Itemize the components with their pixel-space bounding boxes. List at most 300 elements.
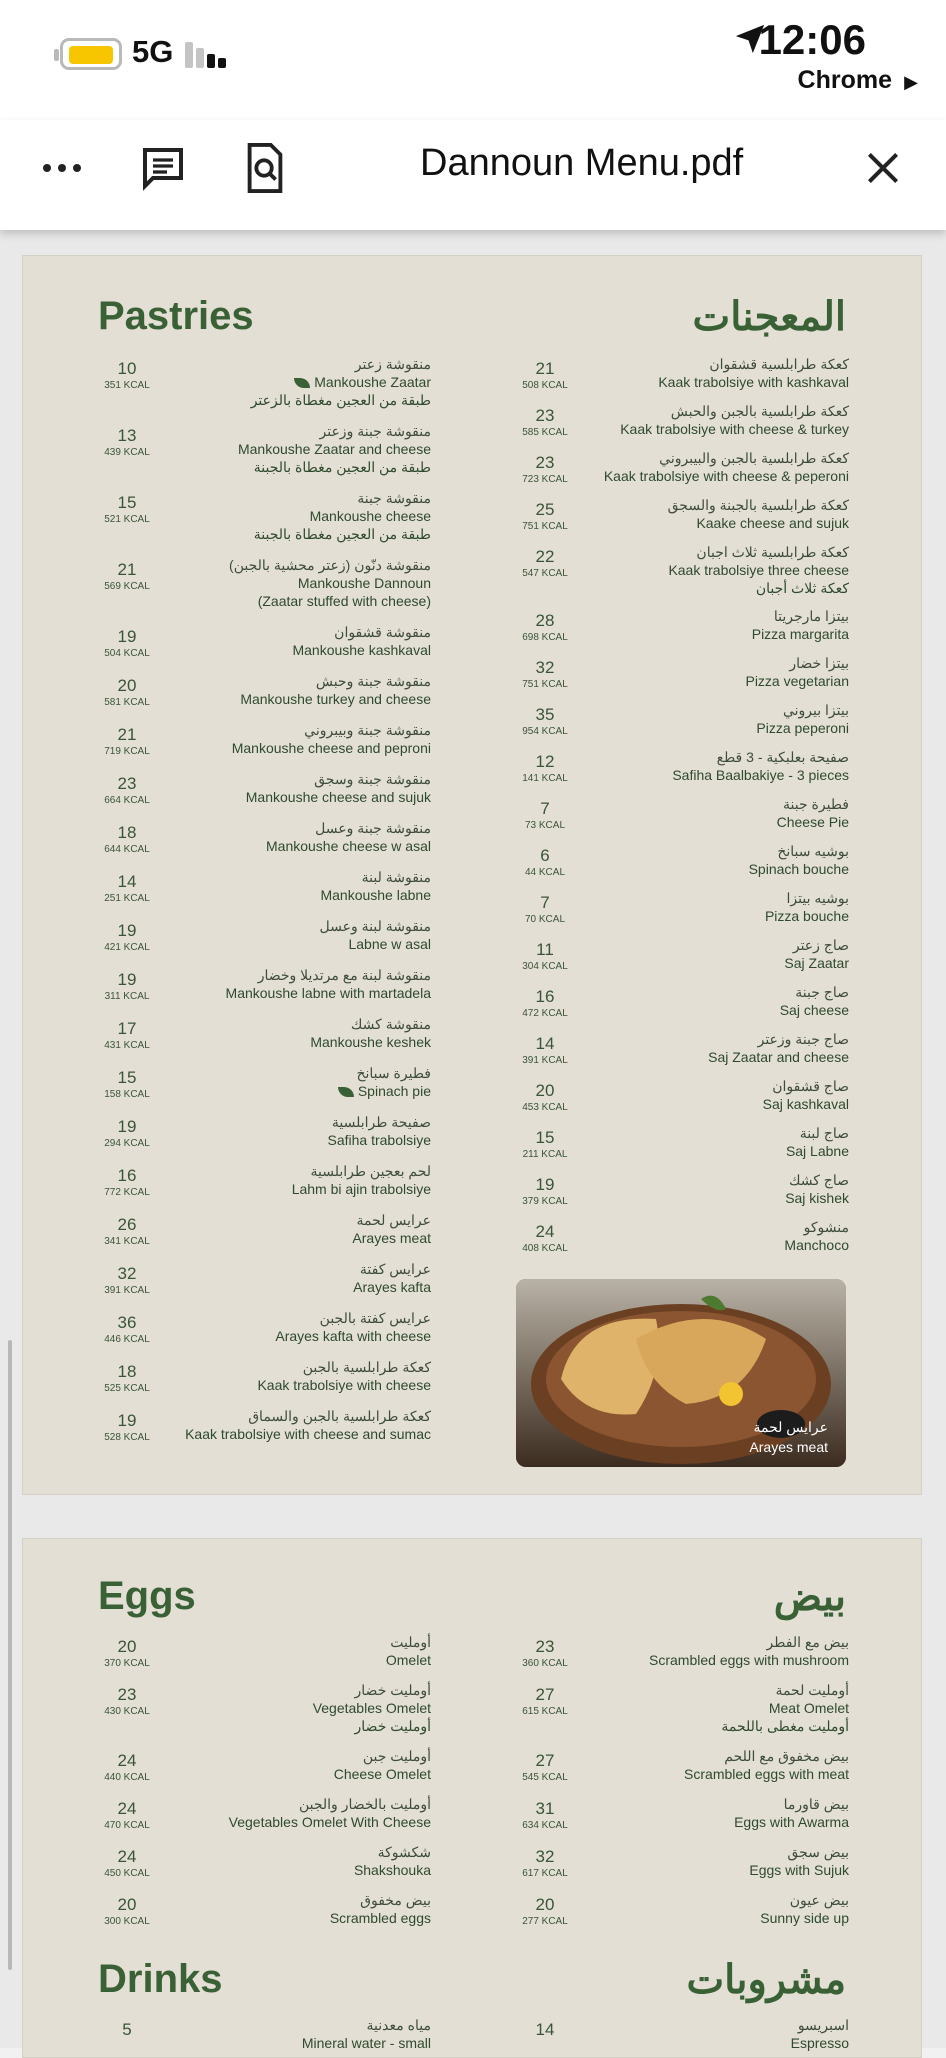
item-kcal: 44 KCAL: [524, 867, 566, 878]
item-price: 19: [117, 627, 137, 646]
scrollbar[interactable]: [8, 1340, 12, 1970]
item-name-en-wrap: [338, 1083, 431, 1099]
item-name-en-wrap: [752, 626, 849, 642]
item-price: 12: [535, 752, 555, 771]
item-kcal: 379 KCAL: [522, 1196, 568, 1207]
item-name-en: Arayes meat: [352, 1230, 431, 1246]
item-name-en-wrap: [786, 1143, 849, 1159]
item-price: 24: [117, 1799, 137, 1818]
item-name-ar: منقوشة لبنة: [361, 869, 431, 885]
item-kcal: 615 KCAL: [522, 1706, 568, 1717]
item-kcal: 525 KCAL: [104, 1383, 150, 1394]
item-name-ar: صاج زعتر: [792, 937, 849, 953]
item-kcal: 528 KCAL: [104, 1432, 150, 1443]
item-kcal: 664 KCAL: [104, 795, 150, 806]
item-name-en-wrap: [749, 1862, 849, 1878]
item-name-en: Mankoushe cheese: [309, 508, 431, 524]
item-name-en: Labne w asal: [348, 936, 431, 952]
search-document-icon[interactable]: [235, 138, 295, 198]
pastries-title-ar: المعجنات: [692, 295, 846, 339]
item-name-ar: أومليت بالخضار والجبن: [298, 1796, 431, 1812]
eggs-title-en: Eggs: [98, 1574, 196, 1618]
item-name-en: Mankoushe keshek: [310, 1034, 431, 1050]
item-name-en: Mankoushe labne: [320, 887, 431, 903]
item-name-en: Pizza margarita: [751, 626, 849, 642]
item-name-en: Scrambled eggs with mushroom: [649, 1652, 849, 1668]
item-kcal: 391 KCAL: [522, 1055, 568, 1066]
item-price: 21: [117, 560, 137, 579]
item-price: 23: [535, 406, 555, 425]
item-name-en-wrap: [760, 1910, 849, 1926]
item-name-ar: لحم بعجين طرابلسية: [310, 1163, 431, 1179]
item-price: 19: [117, 1411, 137, 1430]
item-kcal: 508 KCAL: [522, 380, 568, 391]
item-name-en-wrap: [238, 441, 431, 457]
item-kcal: 772 KCAL: [104, 1187, 150, 1198]
item-price: 6: [540, 846, 550, 865]
eggs-title-ar: بيض: [773, 1575, 846, 1619]
item-price: 35: [535, 705, 555, 724]
item-kcal: 751 KCAL: [522, 521, 568, 532]
item-price: 36: [117, 1313, 137, 1332]
item-name-en: Arayes kafta: [353, 1279, 431, 1295]
item-kcal: 585 KCAL: [522, 427, 568, 438]
item-kcal: 73 KCAL: [524, 820, 566, 831]
item-description: أومليت خضار: [354, 1718, 431, 1734]
item-name-ar: صاج جبنة وزعتر: [757, 1031, 849, 1047]
menu-item: [98, 423, 431, 483]
menu-item: [98, 1892, 431, 1952]
item-price: 20: [535, 1895, 555, 1914]
item-price: 24: [117, 1751, 137, 1770]
item-name-en-wrap: [310, 1034, 431, 1050]
item-price: 20: [117, 1895, 137, 1914]
menu-page-pastries: [22, 255, 922, 1495]
item-price: 13: [117, 426, 137, 445]
item-name-ar: كعكة طرابلسية بالجبنة والسجق: [667, 497, 849, 513]
item-name-en: Kaak trabolsiye with cheese: [257, 1377, 431, 1393]
item-name-en-wrap: [620, 421, 849, 437]
item-name-en-wrap: [330, 1910, 431, 1926]
item-name-en: Mankoushe kashkaval: [292, 642, 431, 658]
item-price: 21: [535, 359, 555, 378]
item-name-en: Vegetables Omelet: [312, 1700, 431, 1716]
item-price: 10: [117, 359, 137, 378]
item-name-en-wrap: [756, 720, 849, 736]
item-kcal: 472 KCAL: [522, 1008, 568, 1019]
menu-item: [98, 557, 431, 617]
item-kcal: 470 KCAL: [104, 1820, 150, 1831]
item-name-en: Lahm bi ajin trabolsiye: [291, 1181, 431, 1197]
item-kcal: 698 KCAL: [522, 632, 568, 643]
item-name-en-wrap: [769, 1700, 849, 1716]
item-name-en-wrap: [708, 1049, 849, 1065]
item-kcal: 430 KCAL: [104, 1706, 150, 1717]
item-price: 23: [535, 453, 555, 472]
menu-item: [516, 1219, 849, 1279]
item-name-ar: صاج كشك: [788, 1172, 849, 1188]
item-kcal: 446 KCAL: [104, 1334, 150, 1345]
item-name-ar: فطيرة جبنة: [783, 796, 849, 812]
item-description: طبقة من العجين مغطاة بالجبنة: [253, 459, 431, 475]
item-name-en-wrap: [604, 468, 849, 484]
item-name-en-wrap: [765, 908, 849, 924]
item-kcal: 391 KCAL: [104, 1285, 150, 1296]
arayes-meat-photo: [516, 1279, 846, 1467]
item-name-en: Scrambled eggs: [329, 1910, 431, 1926]
item-name-en-wrap: [232, 740, 431, 756]
item-name-ar: صفيحة بعلبكية - 3 قطع: [716, 749, 849, 765]
item-price: 14: [535, 2020, 555, 2039]
item-kcal: 504 KCAL: [104, 648, 150, 659]
item-description: كعكة ثلاث أجبان: [755, 580, 849, 596]
item-price: 16: [535, 987, 555, 1006]
item-name-en-wrap: [348, 936, 431, 952]
item-kcal: 440 KCAL: [104, 1772, 150, 1783]
item-name-en: Saj Labne: [785, 1143, 849, 1159]
item-name-en-wrap: [334, 1766, 431, 1782]
item-kcal: 954 KCAL: [522, 726, 568, 737]
vegetarian-leaf-icon: [338, 1087, 354, 1097]
item-kcal: 351 KCAL: [104, 380, 150, 391]
item-name-en: Pizza vegetarian: [745, 673, 849, 689]
item-name-en: Saj kashkaval: [762, 1096, 849, 1112]
item-kcal: 439 KCAL: [104, 447, 150, 458]
item-name-en: Saj Zaatar and cheese: [708, 1049, 849, 1065]
item-name-en-wrap: [310, 508, 431, 524]
item-name-en-wrap: [386, 1652, 431, 1668]
item-price: 20: [117, 1637, 137, 1656]
item-name-en-wrap: [229, 1814, 431, 1830]
item-name-ar: عرايس كفتة بالجبن: [319, 1310, 431, 1326]
item-name-ar: منشوكو: [803, 1219, 849, 1235]
comment-icon[interactable]: [133, 138, 193, 198]
item-price: 14: [117, 872, 137, 891]
item-price: 21: [117, 725, 137, 744]
item-name-en: Mankoushe cheese w asal: [266, 838, 431, 854]
item-name-ar: منقوشة دنّون (زعتر محشية بالجبن): [229, 557, 431, 573]
item-name-en-wrap: [684, 1766, 849, 1782]
item-price: 32: [117, 1264, 137, 1283]
back-arrow-icon[interactable]: ▶: [904, 72, 918, 92]
item-name-en: Omelet: [385, 1652, 431, 1668]
item-kcal: 251 KCAL: [104, 893, 150, 904]
item-name-ar: صاج لبنة: [799, 1125, 849, 1141]
item-kcal: 719 KCAL: [104, 746, 150, 757]
item-name-en-wrap: [763, 1096, 849, 1112]
item-price: 15: [535, 1128, 555, 1147]
item-price: 11: [536, 940, 554, 959]
item-name-ar: عرايس كفتة: [359, 1261, 431, 1277]
item-price: 20: [117, 676, 137, 695]
item-price: 31: [535, 1799, 555, 1818]
item-name-ar: منقوشة زعتر: [354, 356, 431, 372]
item-name-ar: كعكة طرابلسية بالجبن والسماق: [248, 1408, 431, 1424]
item-name-ar: منقوشة لبنة وعسل: [319, 918, 431, 934]
item-name-en: Kaak trabolsiye with kashkaval: [658, 374, 849, 390]
item-price: 24: [117, 1847, 137, 1866]
battery-icon: [60, 38, 122, 70]
drinks-title-en: Drinks: [98, 1957, 223, 2001]
item-name-en-wrap: [696, 515, 849, 531]
item-price: 27: [535, 1685, 555, 1704]
item-name-ar: صاج جبنة: [795, 984, 849, 1000]
item-name-en-wrap: [292, 642, 431, 658]
item-name-ar: بيض مع الفطر: [766, 1634, 849, 1650]
item-name-ar: كعكة طرابلسية بالجبن: [302, 1359, 431, 1375]
item-name-en-wrap: [246, 789, 431, 805]
item-name-ar: كعكة طرابلسية قشقوان: [709, 356, 849, 372]
item-name-ar: منقوشة جبنة وزعتر: [319, 423, 431, 439]
item-name-ar: منقوشة لبنة مع مرتديلا وخضار: [257, 967, 431, 983]
item-name-en: Mankoushe Dannoun: [297, 575, 431, 591]
item-name-en-wrap: [275, 1328, 431, 1344]
item-name-en: Pizza peperoni: [756, 720, 849, 736]
item-name-en: Kaake cheese and sujuk: [696, 515, 849, 531]
item-name-en-wrap: [784, 955, 849, 971]
document-title: Dannoun Menu.pdf: [420, 142, 744, 184]
item-kcal: 211 KCAL: [522, 1149, 568, 1160]
item-name-ar: أومليت خضار: [354, 1682, 431, 1698]
item-kcal: 70 KCAL: [524, 914, 566, 925]
item-name-ar: بيض مخفوق: [360, 1892, 431, 1908]
item-name-en-wrap: [313, 1700, 431, 1716]
back-to-app-label[interactable]: Chrome: [797, 66, 892, 94]
item-name-en-wrap: [668, 562, 849, 578]
item-name-en-wrap: [257, 1377, 431, 1393]
item-name-ar: بيض مخفوق مع اللحم: [724, 1748, 849, 1764]
item-name-en: Saj kishek: [785, 1190, 849, 1206]
item-name-ar: بوشيه بيتزا: [786, 890, 849, 906]
item-name-en-wrap: [226, 985, 431, 1001]
item-price: 23: [117, 1685, 137, 1704]
item-name-en-wrap: [785, 1190, 849, 1206]
menu-item: [98, 2017, 431, 2058]
item-description: طبقة من العجين مغطاة بالزعتر: [250, 392, 431, 408]
item-kcal: 431 KCAL: [104, 1040, 150, 1051]
item-price: 25: [535, 500, 555, 519]
pdf-viewer[interactable]: [0, 230, 946, 2051]
item-name-en: Scrambled eggs with meat: [684, 1766, 849, 1782]
item-name-en: Mineral water - small: [301, 2035, 431, 2051]
item-kcal: 311 KCAL: [104, 991, 150, 1002]
item-price: 7: [540, 893, 550, 912]
item-kcal: 723 KCAL: [522, 474, 568, 485]
item-price: 14: [535, 1034, 555, 1053]
item-name-en: Saj Zaatar: [784, 955, 849, 971]
more-options-icon[interactable]: [32, 138, 92, 198]
close-icon[interactable]: [853, 138, 913, 198]
item-name-ar: منقوشة جبنة: [357, 490, 431, 506]
item-kcal: 617 KCAL: [522, 1868, 568, 1879]
item-name-ar: منقوشة جبنة وعسل: [315, 820, 431, 836]
item-kcal: 547 KCAL: [522, 568, 568, 579]
item-name-en: Manchoco: [784, 1237, 849, 1253]
item-price: 22: [535, 547, 555, 566]
photo-caption-ar: عرايس لحمة: [753, 1419, 828, 1435]
item-name-en-wrap: [791, 2035, 849, 2051]
item-name-ar: بيض قاورما: [783, 1796, 849, 1812]
item-name-en: Sunny side up: [760, 1910, 849, 1926]
item-kcal: 634 KCAL: [522, 1820, 568, 1831]
item-name-en: Eggs with Sujuk: [749, 1862, 849, 1878]
item-name-en-wrap: [780, 1002, 849, 1018]
item-name-en: Shakshouka: [353, 1862, 431, 1878]
item-price: 7: [540, 799, 550, 818]
item-kcal: 450 KCAL: [104, 1868, 150, 1879]
item-name-en-wrap: [745, 673, 849, 689]
item-price: 32: [535, 1847, 555, 1866]
item-name-en: Mankoushe cheese and peproni: [231, 740, 431, 756]
item-name-en-wrap: [320, 887, 431, 903]
item-description: طبقة من العجين مغطاة بالجبنة: [253, 526, 431, 542]
item-kcal: 581 KCAL: [104, 697, 150, 708]
pastries-title-en: Pastries: [98, 294, 254, 338]
item-price: 15: [117, 493, 137, 512]
item-price: 23: [117, 774, 137, 793]
item-price: 18: [117, 823, 137, 842]
item-price: 5: [122, 2020, 132, 2039]
item-kcal: 304 KCAL: [522, 961, 568, 972]
item-name-en: Spinach pie: [357, 1083, 431, 1099]
item-name-en-wrap: [185, 1426, 431, 1442]
item-kcal: 300 KCAL: [104, 1916, 150, 1927]
item-name-en: Mankoushe cheese and sujuk: [245, 789, 431, 805]
item-name-ar: بيض سجق: [787, 1844, 849, 1860]
item-name-en-wrap: [298, 575, 431, 591]
item-kcal: 408 KCAL: [522, 1243, 568, 1254]
item-name-en-wrap: [240, 691, 431, 707]
item-name-en-wrap: [749, 861, 849, 877]
item-name-ar: شكشوكة: [377, 1844, 431, 1860]
item-name-en-wrap: [353, 1279, 431, 1295]
item-name-en-wrap: [734, 1814, 849, 1830]
item-name-ar: بيض عيون: [789, 1892, 849, 1908]
item-name-ar: كعكة طرابلسية بالجبن والحبش: [670, 403, 849, 419]
item-price: 23: [535, 1637, 555, 1656]
item-name-en-wrap: [649, 1652, 849, 1668]
item-name-en: Mankoushe Zaatar: [314, 374, 431, 390]
item-name-en-wrap: [777, 814, 849, 830]
item-name-en-wrap: [294, 374, 431, 390]
item-name-en: Mankoushe Zaatar and cheese: [237, 441, 431, 457]
item-name-en: Cheese Omelet: [333, 1766, 431, 1782]
item-name-ar: بيتزا بيروني: [782, 702, 849, 718]
item-name-en-wrap: [327, 1132, 431, 1148]
item-price: 17: [117, 1019, 137, 1038]
item-kcal: 370 KCAL: [104, 1658, 150, 1669]
clock: 12:06: [758, 16, 866, 63]
item-name-ar: كعكة طرابلسية بالجبن والبيبروني: [659, 450, 849, 466]
network-label: 5G: [132, 34, 174, 69]
item-kcal: 277 KCAL: [522, 1916, 568, 1927]
item-kcal: 294 KCAL: [104, 1138, 150, 1149]
item-name-en: Kaak trabolsiye with cheese & turkey: [620, 421, 849, 437]
item-name-ar: اسبريسو: [797, 2017, 849, 2033]
menu-item: [516, 2017, 849, 2058]
vegetarian-leaf-icon: [294, 378, 310, 388]
item-description: أومليت مغطى باللحمة: [721, 1718, 849, 1734]
item-kcal: 569 KCAL: [104, 581, 150, 592]
item-name-ar: صاج قشقوان: [772, 1078, 849, 1094]
item-name-ar: صفيحة طرابلسية: [331, 1114, 431, 1130]
item-name-en: Kaak trabolsiye with cheese & peperoni: [603, 468, 849, 484]
item-kcal: 453 KCAL: [522, 1102, 568, 1113]
item-name-en: Espresso: [790, 2035, 849, 2051]
item-name-en: Eggs with Awarma: [734, 1814, 849, 1830]
menu-item: [516, 1892, 849, 1952]
item-name-en: Mankoushe turkey and cheese: [240, 691, 431, 707]
item-name-ar: عرايس لحمة: [356, 1212, 431, 1228]
item-name-en-wrap: [302, 2035, 431, 2051]
menu-page-eggs-drinks: [22, 1538, 922, 2058]
item-kcal: 360 KCAL: [522, 1658, 568, 1669]
item-name-ar: بيتزا مارجريتا: [773, 608, 849, 624]
item-kcal: 341 KCAL: [104, 1236, 150, 1247]
menu-item: [98, 1682, 431, 1742]
item-name-en: Mankoushe labne with martadela: [225, 985, 431, 1001]
drinks-title-ar: مشروبات: [686, 1958, 846, 2002]
item-price: 18: [117, 1362, 137, 1381]
item-kcal: 545 KCAL: [522, 1772, 568, 1783]
item-kcal: 141 KCAL: [522, 773, 568, 784]
pdf-toolbar: [0, 120, 946, 230]
menu-item: [98, 1408, 431, 1468]
item-name-en-wrap: [266, 838, 431, 854]
item-name-en-wrap: [292, 1181, 431, 1197]
item-name-en: Meat Omelet: [768, 1700, 849, 1716]
item-name-ar: فطيرة سبانخ: [356, 1065, 431, 1081]
item-name-ar: أومليت لحمة: [775, 1682, 849, 1698]
item-name-ar: أومليت جبن: [362, 1748, 431, 1764]
item-name-en: Safiha trabolsiye: [327, 1132, 431, 1148]
item-kcal: 521 KCAL: [104, 514, 150, 525]
item-name-en: Safiha Baalbakiye - 3 pieces: [672, 767, 849, 783]
item-name-ar: كعكة طرابلسية ثلاث اجبان: [696, 544, 849, 560]
item-kcal: 421 KCAL: [104, 942, 150, 953]
item-kcal: 644 KCAL: [104, 844, 150, 855]
item-price: 19: [117, 970, 137, 989]
menu-item: [98, 490, 431, 550]
item-price: 19: [117, 921, 137, 940]
item-name-ar: منقوشة جبنة وحبش: [315, 673, 431, 689]
item-description: (Zaatar stuffed with cheese): [257, 593, 431, 609]
item-name-en-wrap: [658, 374, 849, 390]
item-price: 28: [535, 611, 555, 630]
item-name-en: Vegetables Omelet With Cheese: [228, 1814, 431, 1830]
photo-caption-en: Arayes meat: [749, 1439, 828, 1455]
item-price: 15: [117, 1068, 137, 1087]
item-name-ar: منقوشة جبنة وسجق: [314, 771, 431, 787]
item-name-en: Arayes kafta with cheese: [275, 1328, 431, 1344]
item-name-ar: أومليت: [390, 1634, 431, 1650]
item-price: 20: [535, 1081, 555, 1100]
item-price: 27: [535, 1751, 555, 1770]
item-price: 32: [535, 658, 555, 677]
item-name-ar: منقوشة جبنة وبيبروني: [304, 722, 431, 738]
item-price: 19: [117, 1117, 137, 1136]
item-name-en: Pizza bouche: [764, 908, 849, 924]
item-name-ar: مياه معدنية: [366, 2017, 431, 2033]
item-kcal: 158 KCAL: [104, 1089, 150, 1100]
item-name-en: Kaak trabolsiye with cheese and sumac: [185, 1426, 431, 1442]
item-price: 19: [535, 1175, 555, 1194]
item-name-ar: منقوشة كشك: [350, 1016, 431, 1032]
item-name-en-wrap: [354, 1862, 431, 1878]
item-name-en-wrap: [784, 1237, 849, 1253]
item-name-en: Kaak trabolsiye three cheese: [668, 562, 849, 578]
item-name-en-wrap: [672, 767, 849, 783]
